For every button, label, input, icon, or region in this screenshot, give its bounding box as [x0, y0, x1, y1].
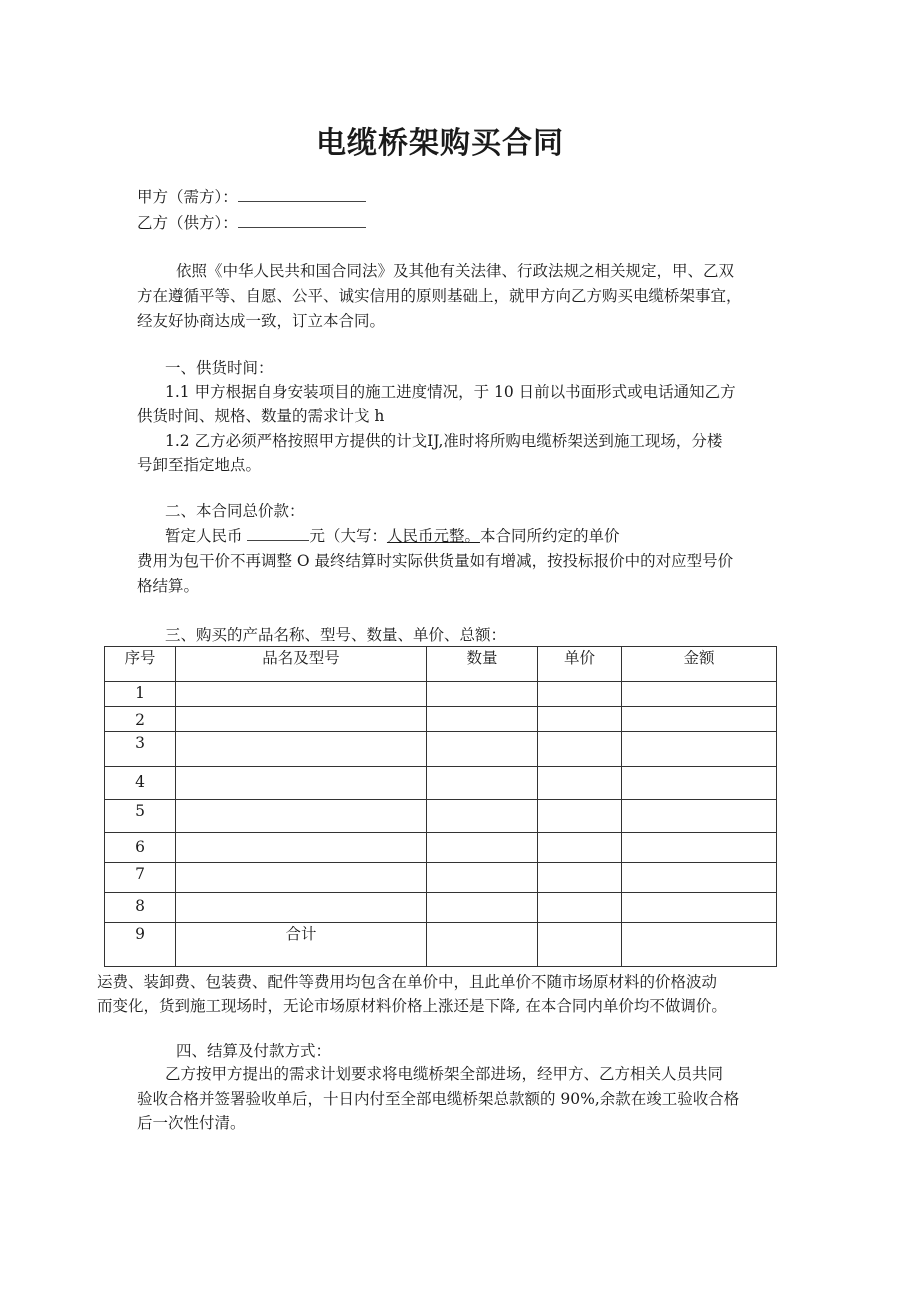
quantity-cell: [427, 833, 538, 863]
section3-note-line1: 运费、装卸费、包装费、配件等费用均包含在单价中，且此单价不随市场原材料的价格波动: [97, 973, 718, 991]
row-index: 1: [105, 682, 176, 707]
quantity-cell: [427, 923, 538, 967]
unit-price-cell: [538, 732, 622, 767]
product-cell: [176, 833, 427, 863]
row-index: 2: [105, 707, 176, 732]
unit-price-cell: [538, 682, 622, 707]
amount-cell: [622, 682, 777, 707]
intro-line-3: 经友好协商达成一致，订立本合同。: [137, 312, 386, 330]
amount-in-words: 人民币元整。: [386, 527, 480, 545]
party-b-blank: [238, 213, 366, 228]
quantity-cell: [427, 707, 538, 732]
section2-line3: 格结算。: [137, 577, 200, 595]
row-index: 3: [105, 732, 176, 767]
quantity-cell: [427, 893, 538, 923]
table-row: [105, 833, 777, 863]
product-cell: [176, 707, 427, 732]
header-quantity: 数量: [427, 647, 538, 682]
party-a-label: 甲方（需方）：: [137, 188, 238, 206]
section4-line2: 验收合格并签署验收单后，十日内付至全部电缆桥架总款额的 90%,余款在竣工验收合格: [137, 1090, 740, 1108]
unit-price-cell: [538, 800, 622, 833]
amount-cell: [622, 923, 777, 967]
table-row: [105, 863, 777, 893]
party-a-line: [137, 186, 366, 208]
section2-heading: 二、本合同总价款：: [165, 502, 305, 520]
section4-line3: 后一次性付清。: [137, 1114, 246, 1132]
table-row: [105, 732, 777, 767]
header-unit-price: 单价: [538, 647, 622, 682]
unit-price-cell: [538, 863, 622, 893]
total-label: 合计: [176, 923, 427, 967]
amount-cell: [622, 833, 777, 863]
section1-item1-line2: 供货时间、规格、数量的需求计戈 h: [137, 407, 385, 425]
party-a-blank: [238, 187, 366, 202]
table-header-row: [105, 647, 777, 682]
product-table: [104, 646, 777, 967]
document-title: 电缆桥架购买合同: [316, 126, 564, 161]
section1-heading: 一、供货时间：: [165, 359, 274, 377]
section3-heading: 三、购买的产品名称、型号、数量、单价、总额：: [165, 626, 507, 644]
header-index: 序号: [105, 647, 176, 682]
amount-cell: [622, 893, 777, 923]
party-b-line: [137, 212, 366, 234]
product-cell: [176, 732, 427, 767]
unit-price-cell: [538, 707, 622, 732]
product-cell: [176, 893, 427, 923]
unit-price-cell: [538, 767, 622, 800]
quantity-cell: [427, 767, 538, 800]
table-total-row: [105, 923, 777, 967]
section2-line1: [165, 525, 619, 547]
amount-cell: [622, 800, 777, 833]
unit-price-cell: [538, 893, 622, 923]
section2-amount-prefix: 暂定人民币: [165, 527, 248, 545]
table-row: [105, 707, 777, 732]
unit-price-cell: [538, 833, 622, 863]
table-row: [105, 767, 777, 800]
quantity-cell: [427, 682, 538, 707]
row-index: 5: [105, 800, 176, 833]
section1-item2-line1: 1.2 乙方必须严格按照甲方提供的计戈IJ,准时将所购电缆桥架送到施工现场，分楼: [165, 432, 723, 450]
row-index: 7: [105, 863, 176, 893]
header-product: 品名及型号: [176, 647, 427, 682]
table-row: [105, 893, 777, 923]
row-index: 4: [105, 767, 176, 800]
product-cell: [176, 800, 427, 833]
section3-note-line2: 而变化，货到施工现场时，无论市场原材料价格上涨还是下降, 在本合同内单价均不做调价。: [97, 997, 727, 1015]
table-row: [105, 800, 777, 833]
section4-heading: 四、结算及付款方式：: [176, 1042, 332, 1060]
section4-line1: 乙方按甲方提出的需求计划要求将电缆桥架全部进场，经甲方、乙方相关人员共同: [165, 1065, 724, 1083]
amount-cell: [622, 732, 777, 767]
amount-blank: [247, 526, 309, 541]
product-cell: [176, 863, 427, 893]
unit-price-cell: [538, 923, 622, 967]
row-index: 9: [105, 923, 176, 967]
intro-line-1: 依照《中华人民共和国合同法》及其他有关法律、行政法规之相关规定，甲、乙双: [176, 262, 735, 280]
section1-item1-line1: 1.1 甲方根据自身安装项目的施工进度情况，于 10 日前以书面形式或电话通知乙方: [165, 383, 736, 401]
header-amount: 金额: [622, 647, 777, 682]
intro-line-2: 方在遵循平等、自愿、公平、诚实信用的原则基础上，就甲方向乙方购买电缆桥架事宜，: [137, 287, 742, 305]
amount-cell: [622, 767, 777, 800]
section2-line2: 费用为包干价不再调整 O 最终结算时实际供货量如有增减，按投标报价中的对应型号价: [137, 552, 734, 570]
section2-unit-price-note: 本合同所约定的单价: [479, 527, 620, 545]
quantity-cell: [427, 800, 538, 833]
quantity-cell: [427, 732, 538, 767]
party-b-label: 乙方（供方）：: [137, 214, 238, 232]
product-cell: [176, 682, 427, 707]
product-cell: [176, 767, 427, 800]
quantity-cell: [427, 863, 538, 893]
row-index: 6: [105, 833, 176, 863]
section1-item2-line2: 号卸至指定地点。: [137, 456, 262, 474]
table-row: [105, 682, 777, 707]
row-index: 8: [105, 893, 176, 923]
amount-cell: [622, 707, 777, 732]
section2-amount-suffix: 元（大写：: [309, 527, 387, 545]
amount-cell: [622, 863, 777, 893]
